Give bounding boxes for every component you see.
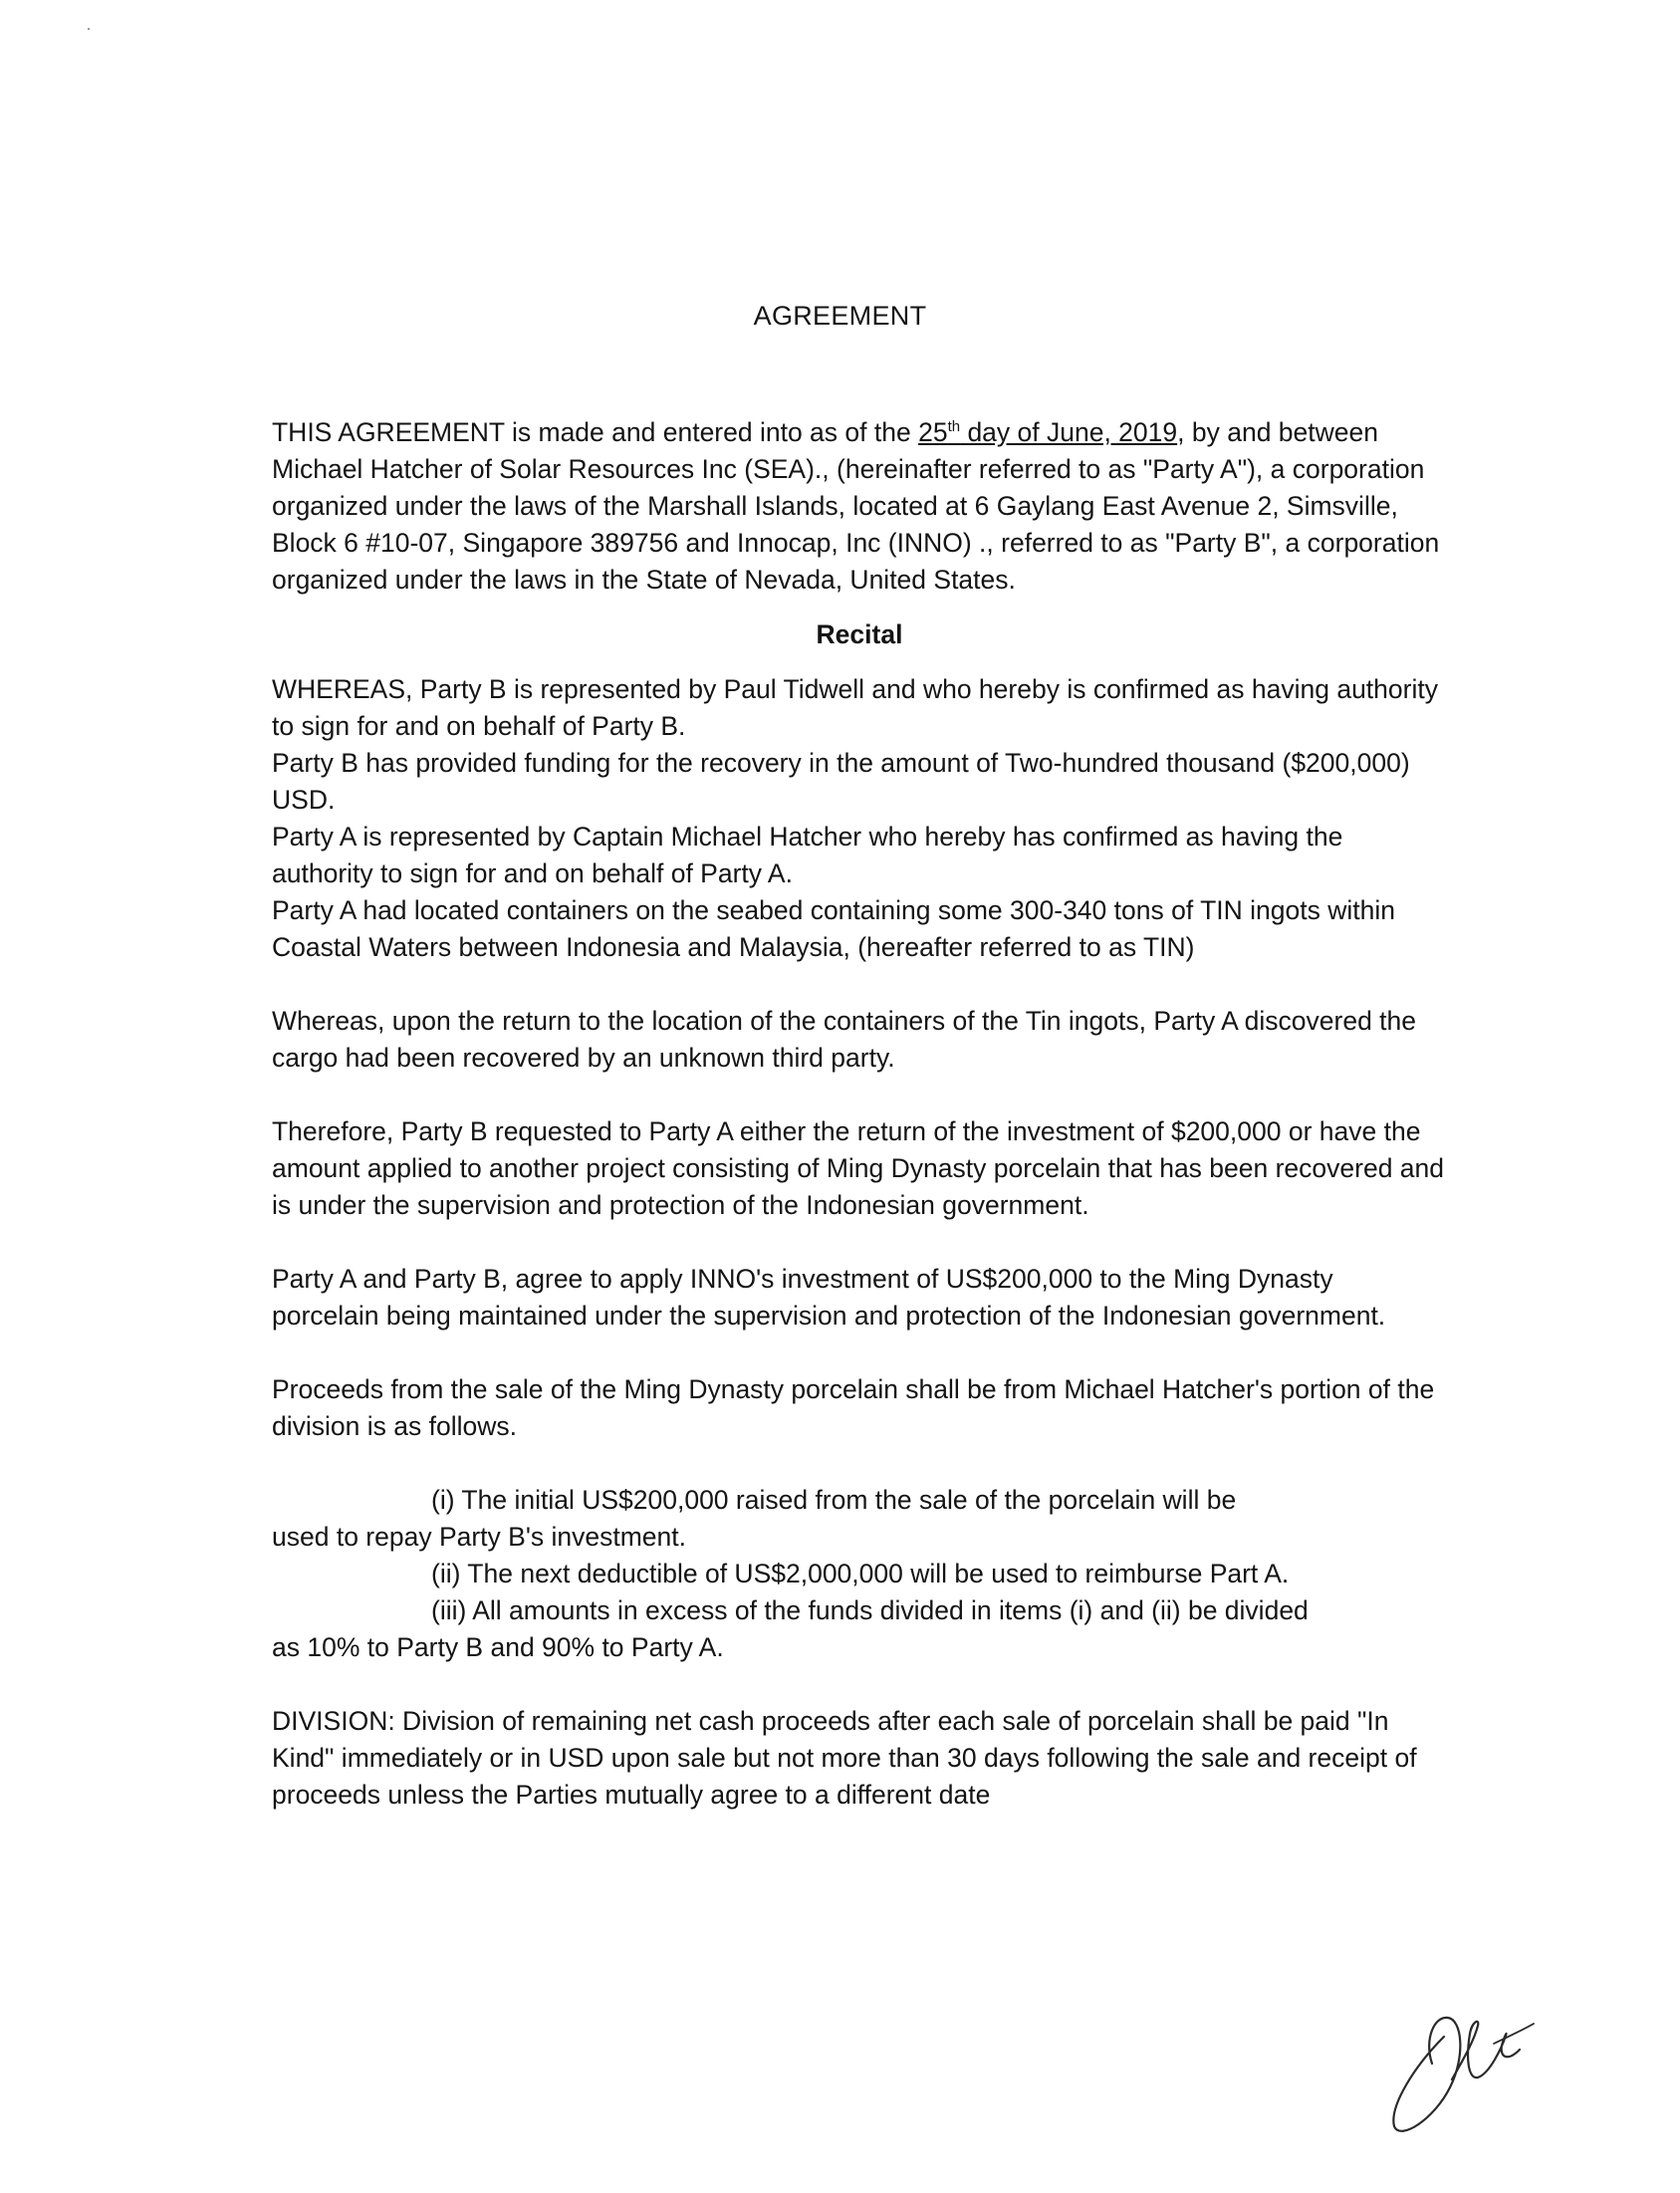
document-title: AGREEMENT	[753, 301, 927, 331]
scan-speck	[88, 28, 90, 30]
item-iii-line2: as 10% to Party B and 90% to Party A.	[272, 1632, 724, 1662]
intro-paragraph	[272, 414, 1447, 599]
recital-4: Party A had located containers on the seabed containing some 300-340 tons of TIN ingots within Coastal Waters between Indonesia and Malaysia, (hereafter referred to as TIN)	[272, 895, 1395, 962]
item-iii-line1: (iii) All amounts in excess of the funds divided in items (i) and (ii) be divided	[431, 1595, 1309, 1625]
intro-part1: THIS AGREEMENT is made and entered into as of the	[272, 417, 919, 447]
recital-1: WHEREAS, Party B is represented by Paul Tidwell and who hereby is confirmed as having authority to sign for and on behalf of Party B.	[272, 674, 1438, 741]
recital-heading: Recital	[816, 619, 903, 649]
paragraph-agree: Party A and Party B, agree to apply INNO's investment of US$200,000 to the Ming Dynasty porcelain being maintained under the supervision and protection of the Indonesian government.	[272, 1264, 1386, 1331]
initials-signature	[1374, 1992, 1544, 2141]
paragraph-therefore: Therefore, Party B requested to Party A either the return of the investment of $200,000 or have the amount applied to another project consisting of Ming Dynasty porcelain that has been recovered and is under the supervision and protection of the Indonesian government.	[272, 1116, 1445, 1220]
division-paragraph: DIVISION: Division of remaining net cash proceeds after each sale of porcelain shall be paid "In Kind" immediately or in USD upon sale but not more than 30 days following the sale and receipt of proceeds unless the Parties mutually agree to a different date	[272, 1706, 1417, 1810]
agreement-date: 25th day of June, 2019	[918, 417, 1178, 447]
intro-part2: , by and between Michael Hatcher of Solar Resources Inc (SEA)., (hereinafter referred to as "Party A"), a corporation organized under the laws of the Marshall Islands, located at 6 Gaylang East Avenue 2, Simsville, Block 6 #10-07, Singapore 389756 and Innocap, Inc (INNO) ., referred to as "Party B", a corporation organized under the laws in the State of Nevada, United States.	[272, 417, 1440, 595]
paragraph-whereas: Whereas, upon the return to the location of the containers of the Tin ingots, Party A discovered the cargo had been recovered by an unknown third party.	[272, 1006, 1417, 1073]
item-i-line2: used to repay Party B's investment.	[272, 1522, 687, 1552]
item-i-line1: (i) The initial US$200,000 raised from the sale of the porcelain will be	[431, 1485, 1237, 1515]
paragraph-proceeds: Proceeds from the sale of the Ming Dynasty porcelain shall be from Michael Hatcher's portion of the division is as follows.	[272, 1374, 1435, 1441]
recital-2: Party B has provided funding for the recovery in the amount of Two-hundred thousand ($200,000) USD.	[272, 748, 1410, 815]
document-body	[272, 414, 1447, 1814]
item-ii-line1: (ii) The next deductible of US$2,000,000 will be used to reimburse Part A.	[431, 1559, 1290, 1588]
recital-3: Party A is represented by Captain Michael Hatcher who hereby has confirmed as having the authority to sign for and on behalf of Party A.	[272, 822, 1343, 888]
